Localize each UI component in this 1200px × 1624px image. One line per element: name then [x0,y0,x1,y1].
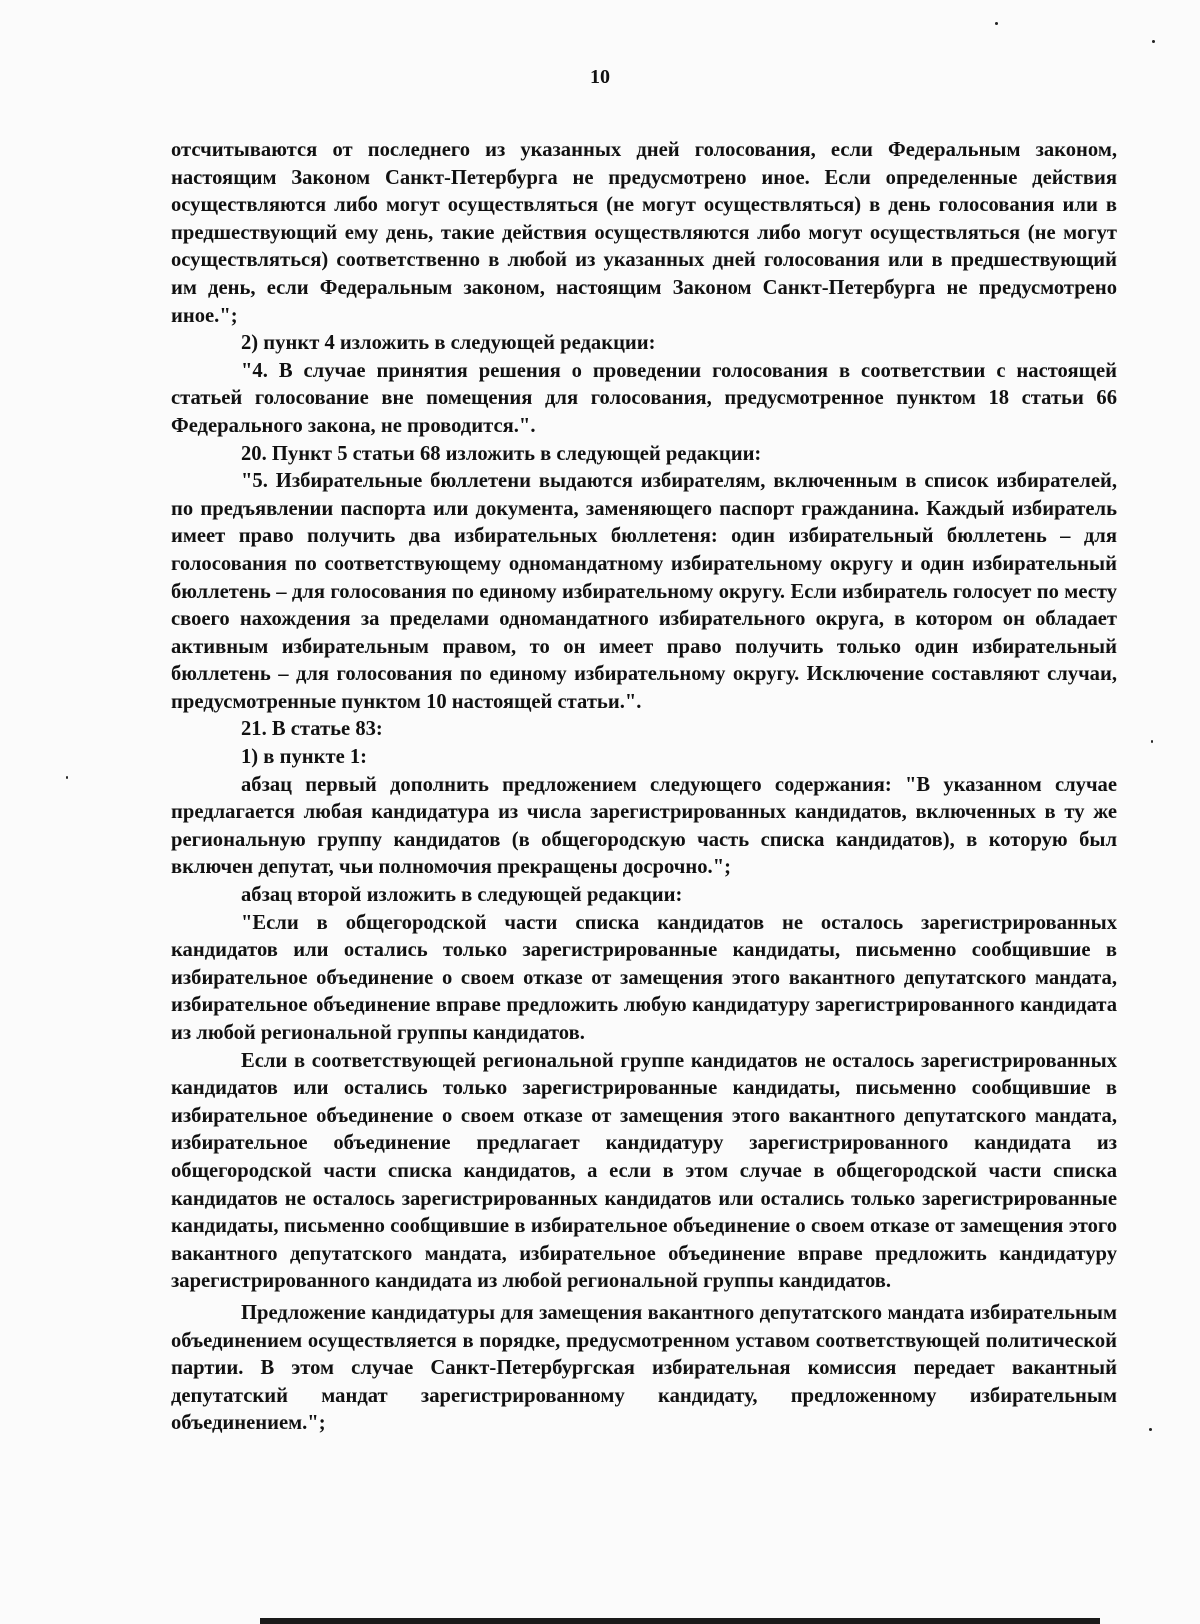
paragraph-subitem-1: 1) в пункте 1: [241,746,368,769]
paragraph-item-20: 20. Пункт 5 статьи 68 изложить в следующей редакции: [241,442,762,465]
paragraph-item-21: 21. В статье 83: [241,718,383,741]
scan-speck [995,22,998,25]
page-number: 10 [590,66,610,88]
paragraph-point-5: "5. Избирательные бюллетени выдаются избирателям, включенным в список избирателей, по предъявлении паспорта или документа, заменяющего паспорт гражданина. Каждый избиратель имеет право получить два избирательных бюллетеня: один избирательный бюллетень – для голосования по соответствующему одномандатному избирательному округу и один избирательный бюллетень – для голосования по единому избирательному округу. Если избиратель голосует по месту своего нахождения за пределами одномандатного избирательного округа, в котором он обладает активным избирательным правом, то он имеет право получить только один избирательный бюллетень – для голосования по единому избирательному округу. Исключение составляют случаи, предусмотренные пунктом 10 настоящей статьи.". [171,470,1117,713]
paragraph-second-abzac: абзац второй изложить в следующей редакции: [241,884,683,907]
document-body [171,137,1117,1438]
scan-speck [66,776,68,779]
paragraph-first-abzac: абзац первый дополнить предложением следующего содержания: "В указанном случае предлагается любая кандидатура из числа зарегистрированных кандидатов, включенных в ту же региональную группу кандидатов (в общегородскую часть списка кандидатов), в которую был включен депутат, чьи полномочия прекращены досрочно."; [171,773,1117,879]
scan-edge-bar [260,1618,1100,1624]
scan-speck [1149,1428,1152,1431]
scan-speck [1151,740,1153,743]
paragraph-quote-2: Если в соответствующей региональной группе кандидатов не осталось зарегистрированных кандидатов или остались только зарегистрированные кандидаты, письменно сообщившие в избирательное объединение о своем отказе от замещения этого вакантного депутатского мандата, избирательное объединение предлагает кандидатуру зарегистрированного кандидата из общегородской части списка кандидатов, а если в этом случае в общегородской части списка кандидатов не осталось зарегистрированных кандидатов или остались только зарегистрированные кандидаты, письменно сообщившие в избирательное объединение о своем отказе от замещения этого вакантного депутатского мандата, избирательное объединение вправе предложить кандидатуру зарегистрированного кандидата из любой региональной группы кандидатов. [171,1049,1117,1293]
paragraph-quote-3: Предложение кандидатуры для замещения вакантного депутатского мандата избирательным объединением осуществляется в порядке, предусмотренном уставом соответствующей политической партии. В этом случае Санкт-Петербургская избирательная комиссия передает вакантный депутатский мандат зарегистрированному кандидату, предложенному избирательным объединением."; [171,1301,1117,1435]
paragraph-continuation: отсчитываются от последнего из указанных дней голосования, если Федеральным законом, настоящим Законом Санкт-Петербурга не предусмотрено иное. Если определенные действия осуществляются либо могут осуществляться (не могут осуществляться) в день голосования или в предшествующий ему день, такие действия осуществляются либо могут осуществляться (не могут осуществляться) соответственно в любой из указанных дней голосования или в предшествующий им день, если Федеральным законом, настоящим Законом Санкт-Петербурга не предусмотрено иное."; [171,139,1117,327]
scan-speck [1152,40,1155,43]
paragraph-item-2: 2) пункт 4 изложить в следующей редакции: [241,332,656,355]
paragraph-quote-1: "Если в общегородской части списка кандидатов не осталось зарегистрированных кандидатов или остались только зарегистрированные кандидаты, письменно сообщившие в избирательное объединение о своем отказе от замещения этого вакантного депутатского мандата, избирательное объединение вправе предложить любую кандидатуру зарегистрированного кандидата из любой региональной группы кандидатов. [171,911,1117,1044]
paragraph-point-4: "4. В случае принятия решения о проведении голосования в соответствии с настоящей статьей голосование вне помещения для голосования, предусмотренное пунктом 18 статьи 66 Федерального закона, не проводится.". [171,359,1117,437]
